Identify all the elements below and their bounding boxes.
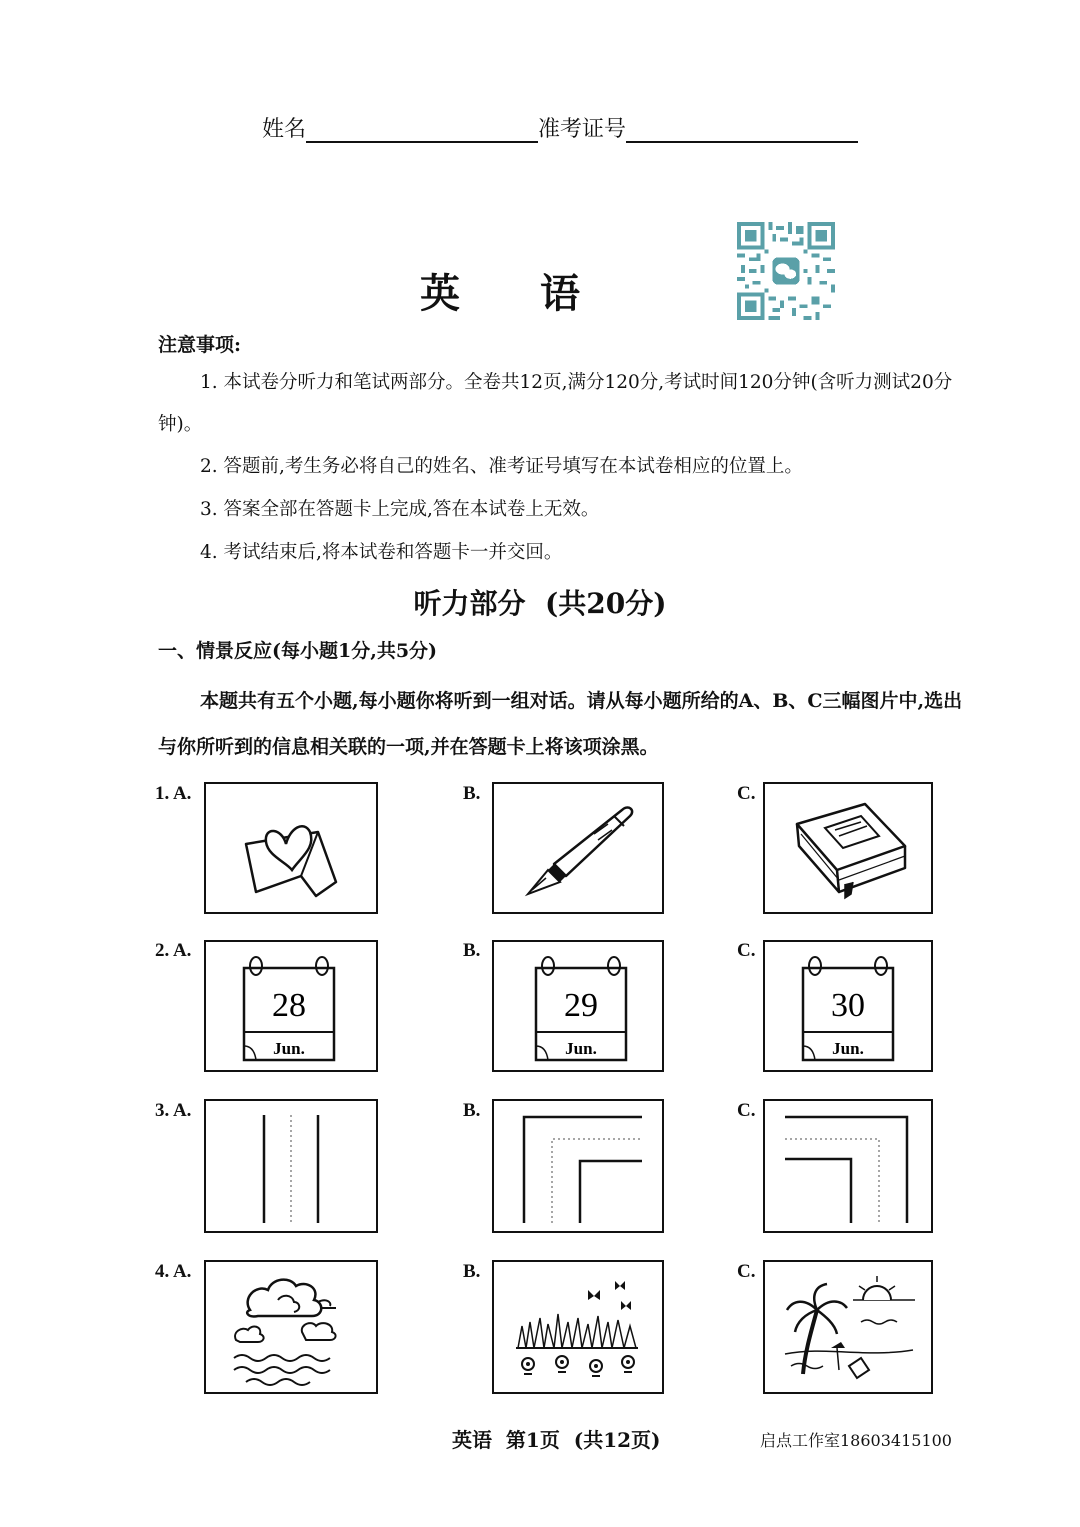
qr-code-icon: [737, 222, 835, 320]
flowers-butterflies-icon: [494, 1262, 662, 1392]
q3-option-b[interactable]: [492, 1099, 664, 1233]
calendar-month: Jun.: [565, 1039, 597, 1058]
note-item-2: 2. 答题前,考生务必将自己的姓名、准考证号填写在本试卷相应的位置上。: [200, 456, 803, 477]
q2-option-a[interactable]: [204, 940, 378, 1072]
q3-label-a: 3. A.: [155, 1100, 192, 1121]
heart-card-icon: [206, 784, 376, 912]
calendar-month: Jun.: [273, 1039, 305, 1058]
part-instruction: 本题共有五个小题,每小题你将听到一组对话。请从每小题所给的A、B、C三幅图片中,选出与你所听到的信息相关联的一项,并在答题卡上将该项涂黑。: [158, 690, 963, 758]
note-item-3: 3. 答案全部在答题卡上完成,答在本试卷上无效。: [200, 499, 600, 520]
q2-label-b: B.: [463, 940, 481, 961]
q3-label-b: B.: [463, 1100, 481, 1121]
calendar-day: 28: [272, 987, 306, 1024]
q4-label-b: B.: [463, 1261, 481, 1282]
q3-option-a[interactable]: [204, 1099, 378, 1233]
calendar-icon: [765, 942, 931, 1070]
q4-option-c[interactable]: [763, 1260, 933, 1394]
straight-road-icon: [206, 1101, 376, 1231]
calendar-month: Jun.: [832, 1039, 864, 1058]
fountain-pen-icon: [494, 784, 662, 912]
q1-label-c: C.: [737, 783, 756, 804]
q1-option-a[interactable]: [204, 782, 378, 914]
q2-option-b[interactable]: [492, 940, 664, 1072]
listening-section-title: 听力部分 (共20分): [413, 587, 667, 620]
studio-credit: 启点工作室18603415100: [760, 1431, 952, 1450]
turn-right-road-icon: [494, 1101, 662, 1231]
name-field[interactable]: [306, 113, 538, 143]
q2-label-a: 2. A.: [155, 940, 192, 961]
note-item-1: 1. 本试卷分听力和笔试两部分。全卷共12页,满分120分,考试时间120分钟(含听力测试20分钟)。: [158, 372, 953, 435]
name-label: 姓名: [262, 117, 307, 142]
calendar-icon: [206, 942, 376, 1070]
q1-label-b: B.: [463, 783, 481, 804]
q3-label-c: C.: [737, 1100, 756, 1121]
calendar-day: 29: [564, 987, 598, 1024]
calendar-icon: [494, 942, 662, 1070]
exam-id-field[interactable]: [626, 113, 858, 143]
part-heading: 一、情景反应(每小题1分,共5分): [158, 640, 438, 662]
q2-label-c: C.: [737, 940, 756, 961]
q2-option-c[interactable]: [763, 940, 933, 1072]
note-item-4: 4. 考试结束后,将本试卷和答题卡一并交回。: [200, 542, 563, 563]
book-icon: [765, 784, 931, 912]
page-footer: 英语 第1页 (共12页): [452, 1428, 661, 1452]
q4-label-c: C.: [737, 1261, 756, 1282]
page-title: 英语: [420, 270, 660, 317]
clouds-sea-icon: [206, 1262, 376, 1392]
q1-option-c[interactable]: [763, 782, 933, 914]
q4-option-b[interactable]: [492, 1260, 664, 1394]
q4-label-a: 4. A.: [155, 1261, 192, 1282]
calendar-day: 30: [831, 987, 865, 1024]
q1-label-a: 1. A.: [155, 783, 192, 804]
notes-heading: 注意事项:: [158, 334, 242, 356]
q1-option-b[interactable]: [492, 782, 664, 914]
exam-id-label: 准考证号: [538, 117, 627, 142]
beach-palm-icon: [765, 1262, 931, 1392]
candidate-info-line: [262, 112, 858, 143]
q4-option-a[interactable]: [204, 1260, 378, 1394]
turn-left-road-icon: [765, 1101, 931, 1231]
q3-option-c[interactable]: [763, 1099, 933, 1233]
